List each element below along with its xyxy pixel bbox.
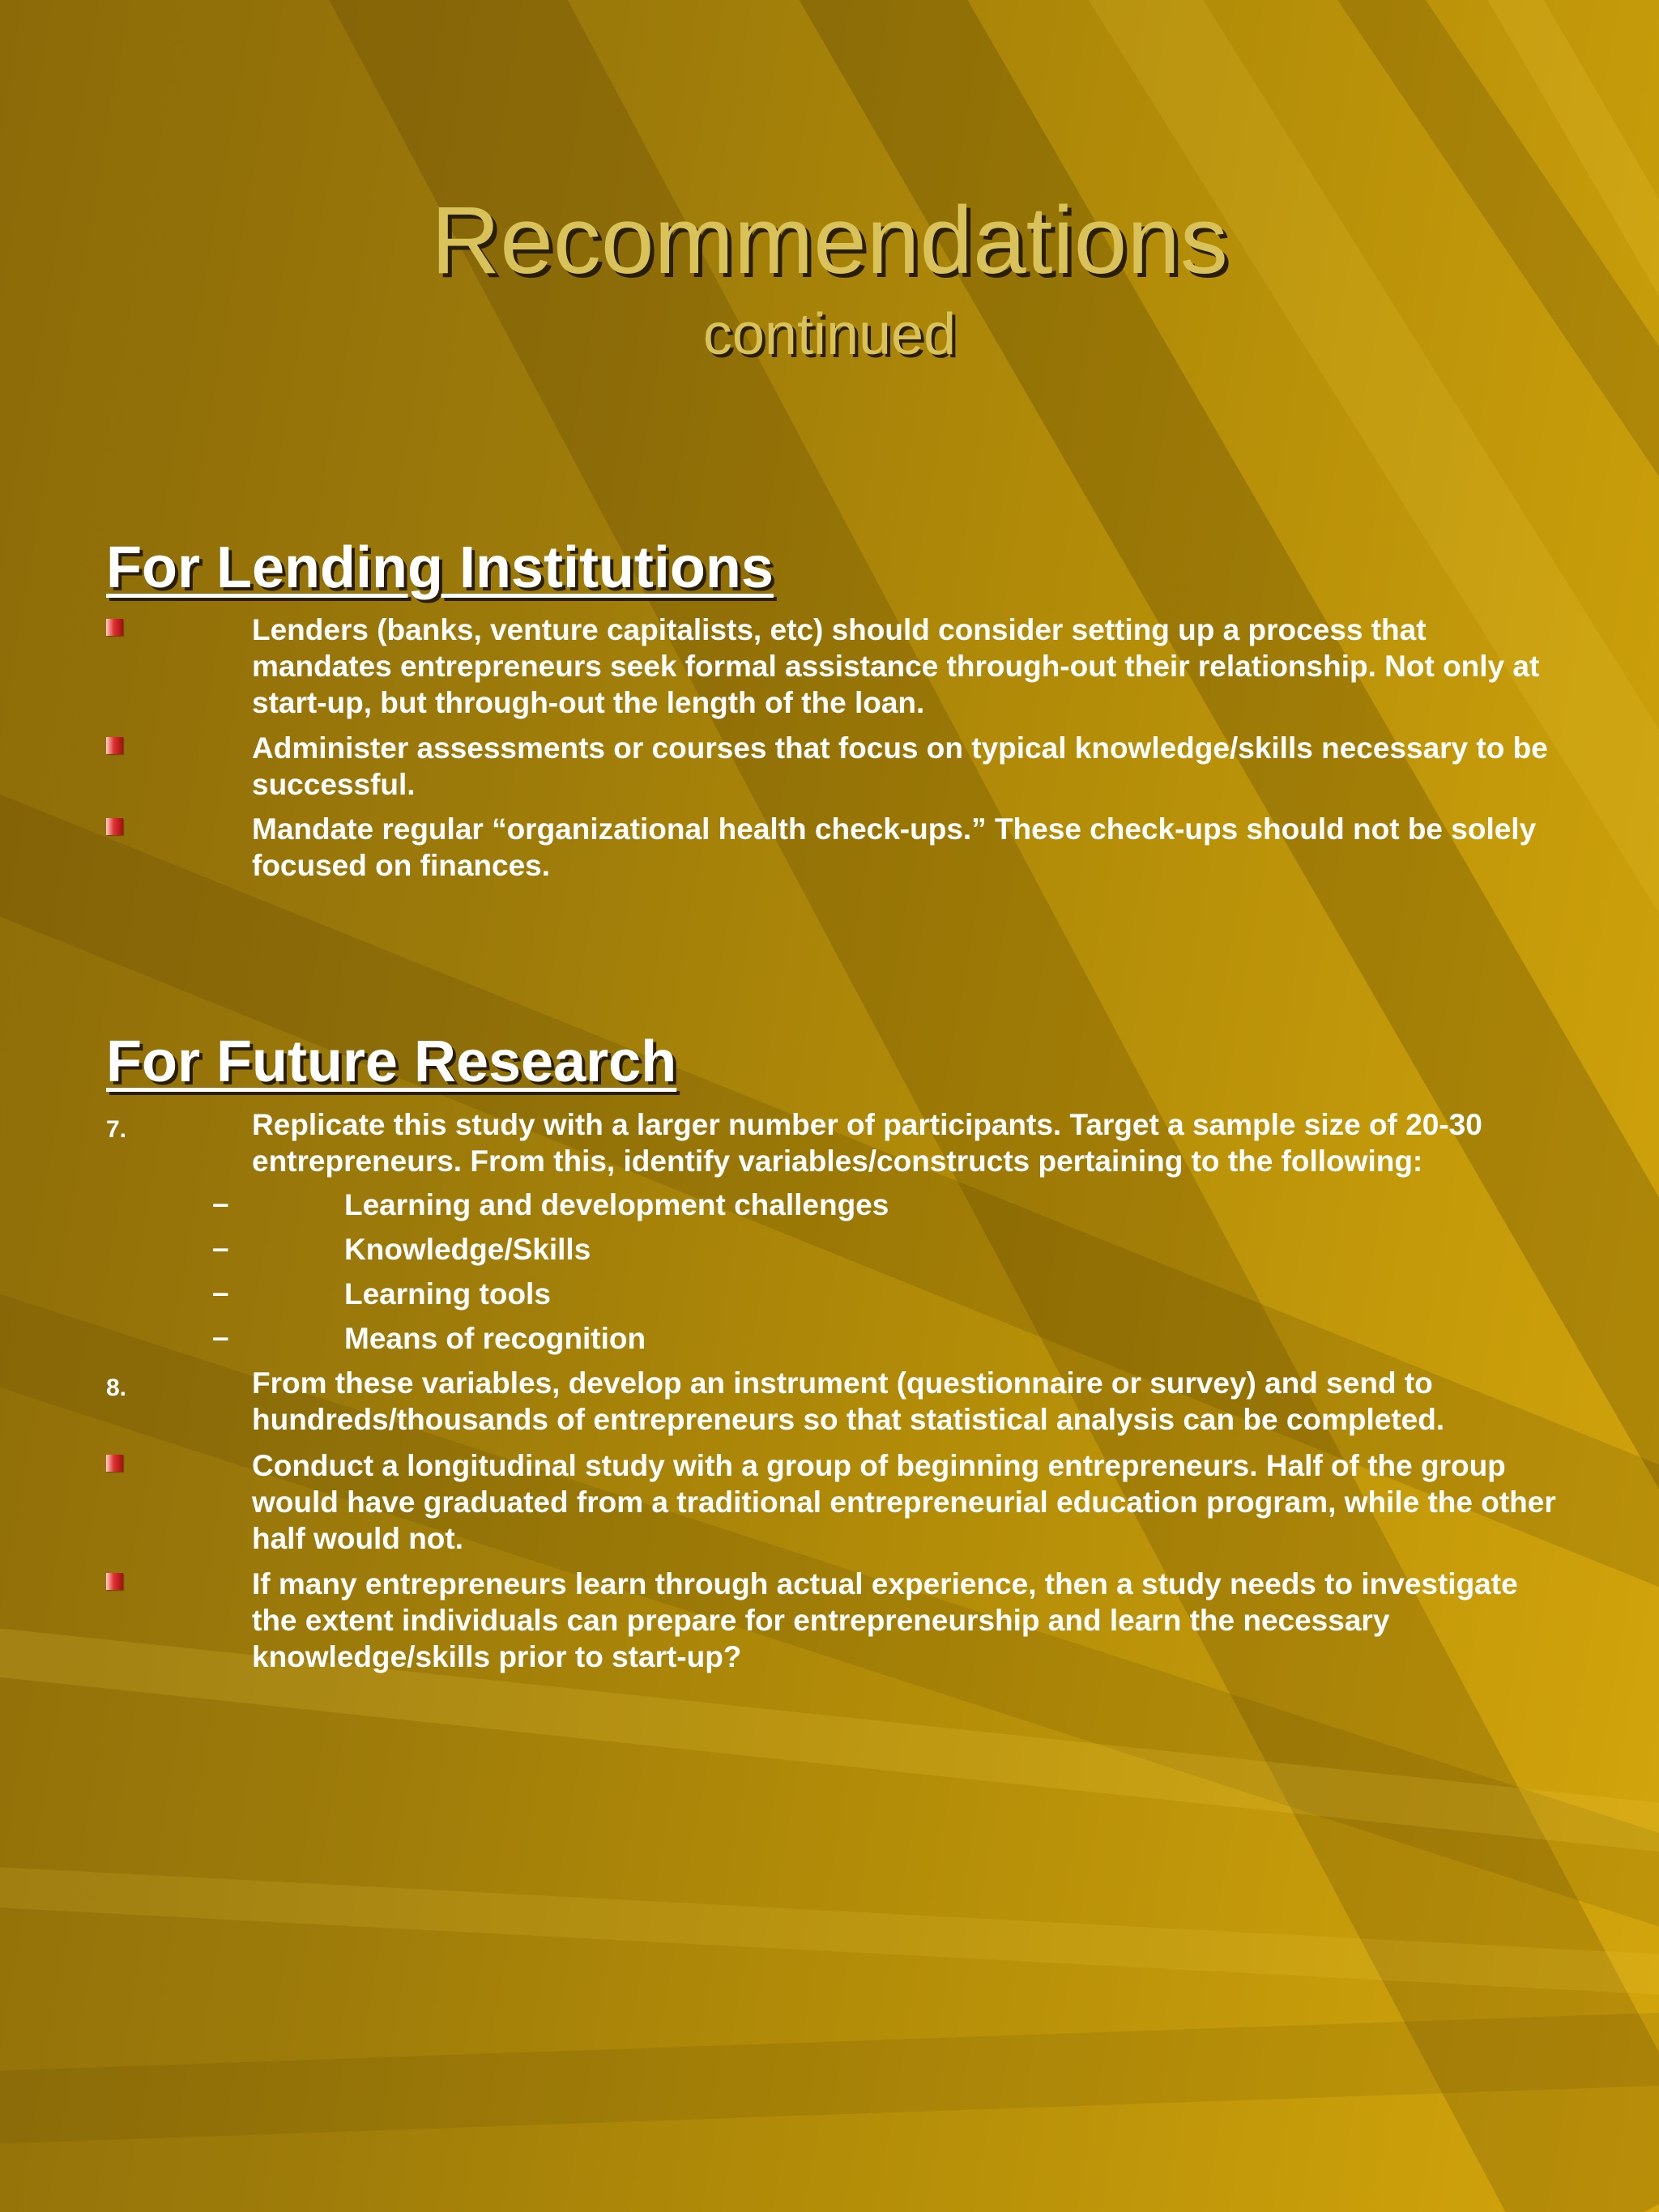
research-heading: For Future Research [106,1029,677,1094]
item-number: 8. [106,1375,127,1401]
dash-icon: – [212,1320,229,1353]
slide-title: Recommendations [431,187,1228,294]
bullet-icon [106,619,123,636]
sub-item: Knowledge/Skills [344,1233,591,1266]
sub-item: Learning and development challenges [344,1188,889,1221]
slide: Recommendations continued For Lending Institutions Lenders (banks, venture capitalists, etc) should consider setting up a process that mandates entrepreneurs seek formal assistance through-out their relationship. Not only at start-up, but through-out the length of the loan. Administer assessments or courses that focus on typical knowledge/skills necessary to be successful. Mandate regular “organizational health check-ups.” These check-ups should not be solely focused on finances. For Future Research 7. Replicate this study with a larger number of participants. Target a sample size of 20-30 entrepreneurs. From this, identify variables/constructs pertaining to the following: – Learning and development challenges – Knowledge/Skills – Learning tools – Means of recognition 8. From these variables, develop an instrument (questionnaire or survey) and send to hundreds/thousands of entrepreneurs so that statistical analysis can be completed. Conduct a longitudinal study with a group of beginning entrepreneurs. Half of the group would have graduated from a traditional entrepreneurial education program, while the other half would not. If many entrepreneurs learn through actual experience, then a study needs to investigate the extent individuals can prepare for entrepreneurship and learn the necessary knowledge/skills prior to start-up? [0,0,1659,2212]
dash-icon: – [212,1187,229,1220]
bullet-icon [106,1573,123,1590]
slide-subtitle: continued [702,302,957,367]
item-number: 7. [106,1116,127,1143]
sub-item: Means of recognition [344,1322,646,1355]
dash-icon: – [212,1231,229,1264]
bullet-icon [106,818,123,835]
lending-heading: For Lending Institutions [106,535,774,600]
dash-icon: – [212,1276,229,1309]
bullet-icon [106,737,123,754]
bullet-icon [106,1455,123,1472]
sub-item: Learning tools [344,1277,551,1311]
